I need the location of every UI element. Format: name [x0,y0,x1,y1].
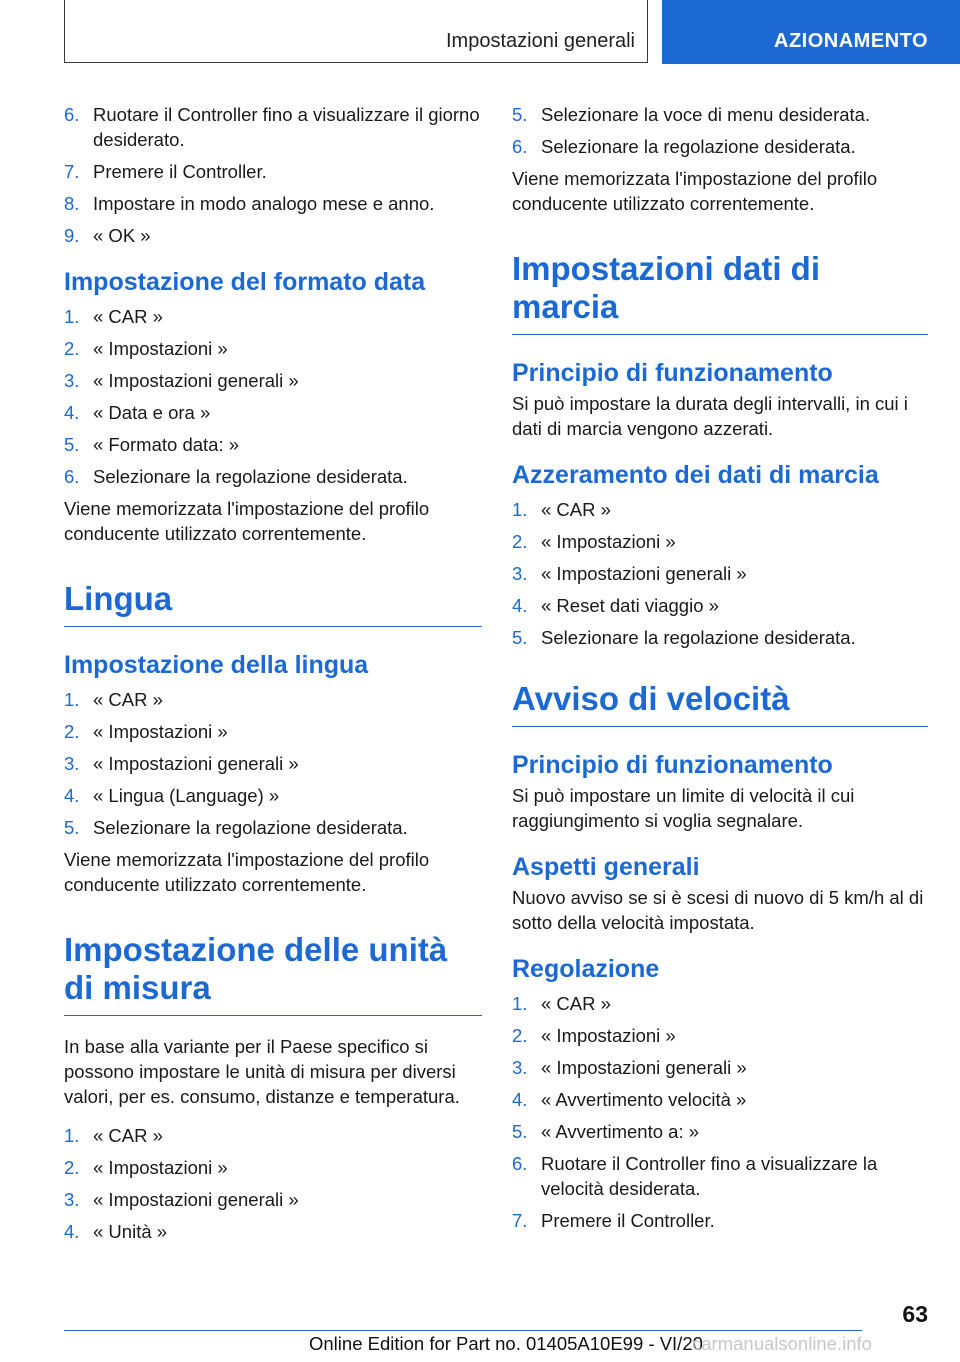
footer-watermark: carmanualsonline.info [692,1333,872,1354]
list-item-number: 2. [512,1025,528,1046]
formato-data-note: Viene memorizzata l'impostazione del profilo conducente utilizzato correntemente. [64,498,430,544]
list-item-number: 4. [512,1089,528,1110]
footer-edition: Online Edition for Part no. 01405A10E99 - VI/20 [309,1333,703,1354]
formato-data-steps [64,304,482,489]
marcia-principio-text: Si può impostare la durata degli intervalli, in cui i dati di marcia vengono azzerati. [512,393,908,439]
list-item-number: 5. [64,434,80,455]
list-item-text: « CAR » [541,993,611,1014]
lingua-steps [64,687,482,840]
list-item [512,593,928,618]
list-item-number: 5. [512,104,528,125]
list-item [512,529,928,554]
list-item-number: 8. [64,193,80,214]
list-item-number: 3. [64,1189,80,1210]
velocita-steps [512,991,928,1233]
list-item [512,1055,928,1080]
list-item-text: Selezionare la regolazione desiderata. [93,817,408,838]
list-item-number: 1. [64,1125,80,1146]
list-item-text: « OK » [93,225,151,246]
list-item-text: « Avvertimento velocità » [541,1089,747,1110]
list-item-text: « Impostazioni generali » [93,753,299,774]
list-item-number: 4. [512,595,528,616]
list-item [512,625,928,650]
list-item-text: « Unità » [93,1221,168,1242]
list-item [64,751,482,776]
velocita-aspetti-heading: Aspetti generali [512,853,700,881]
list-item-number: 5. [512,1121,528,1142]
list-item [512,1119,928,1144]
list-item [64,191,482,216]
marcia-steps [512,497,928,650]
list-item-text: « Impostazioni » [541,531,676,552]
header-section-box [64,0,648,63]
list-item-text: « Impostazioni generali » [93,1189,299,1210]
list-item [512,991,928,1016]
list-item [64,223,482,248]
list-item-number: 1. [512,993,528,1014]
list-item-text: « Lingua (Language) » [93,785,280,806]
list-item [512,1087,928,1112]
list-item-text: « Reset dati viaggio » [541,595,719,616]
list-item-number: 1. [64,689,80,710]
list-item-number: 3. [512,563,528,584]
list-item-text: « Impostazioni » [93,1157,228,1178]
list-item-number: 5. [64,817,80,838]
list-item [64,336,482,361]
list-item-number: 6. [512,1153,528,1174]
list-item [512,561,928,586]
list-item-text: Selezionare la regolazione desiderata. [541,136,856,157]
list-item [64,1123,482,1148]
list-item [64,368,482,393]
list-item-number: 6. [512,136,528,157]
list-item [64,1219,482,1244]
list-item [64,400,482,425]
list-item-text: « Formato data: » [93,434,240,455]
footer-divider [64,1330,862,1331]
list-item [64,304,482,329]
list-item [512,1208,928,1233]
list-item-number: 7. [512,1210,528,1231]
list-item-number: 3. [64,753,80,774]
list-item-number: 9. [64,225,80,246]
list-item-text: « Impostazioni generali » [541,1057,747,1078]
list-item-text: Premere il Controller. [541,1210,715,1231]
header-chapter-title: AZIONAMENTO [774,30,929,52]
list-item [64,687,482,712]
list-item-number: 4. [64,402,80,423]
list-item [512,1023,928,1048]
list-item-number: 4. [64,1221,80,1242]
velocita-regolazione-heading: Regolazione [512,955,660,983]
list-item-text: « CAR » [93,1125,163,1146]
list-item-number: 1. [512,499,528,520]
list-item-text: « Data e ora » [93,402,211,423]
list-item-number: 3. [512,1057,528,1078]
list-item-number: 2. [64,721,80,742]
list-item [64,432,482,457]
list-item-text: Selezionare la regolazione desiderata. [541,627,856,648]
list-item-number: 4. [64,785,80,806]
list-item-text: « CAR » [93,306,163,327]
header-chapter-tab [662,0,960,64]
lingua-note: Viene memorizzata l'impostazione del profilo conducente utilizzato correntemente. [64,849,430,895]
right-column [512,102,928,1240]
list-item-text: Selezionare la voce di menu desiderata. [541,104,871,125]
list-item-number: 2. [512,531,528,552]
right-top-list [512,102,928,159]
unita-steps [64,1123,482,1244]
list-item [64,815,482,840]
list-item [512,1151,928,1201]
list-item-number: 5. [512,627,528,648]
list-item [64,464,482,489]
list-item-text: Ruotare il Controller fino a visualizzare il giorno desiderato. [93,104,480,150]
list-item-number: 1. [64,306,80,327]
velocita-principio-heading: Principio di funzionamento [512,751,833,779]
list-item [64,159,482,184]
list-item-text: « Impostazioni » [93,338,228,359]
list-item-text: « CAR » [93,689,163,710]
list-item-number: 7. [64,161,80,182]
list-item [64,1187,482,1212]
unita-heading: Impostazione delle unità di misura [64,931,482,1016]
left-top-list [64,102,482,248]
marcia-azzeramento-heading: Azzeramento dei dati di marcia [512,461,879,489]
marcia-principio-heading: Principio di funzionamento [512,359,833,387]
list-item [64,1155,482,1180]
lingua-heading: Lingua [64,580,482,627]
right-top-note: Viene memorizzata l'impostazione del profilo conducente utilizzato correntemente. [512,168,878,214]
list-item-text: « CAR » [541,499,611,520]
lingua-subheading: Impostazione della lingua [64,651,369,679]
list-item-text: « Impostazioni » [93,721,228,742]
list-item-text: Selezionare la regolazione desiderata. [93,466,408,487]
marcia-heading: Impostazioni dati di marcia [512,250,928,335]
list-item-text: « Avvertimento a: » [541,1121,700,1142]
list-item-number: 6. [64,104,80,125]
list-item [512,134,928,159]
list-item-text: « Impostazioni » [541,1025,676,1046]
list-item-text: Premere il Controller. [93,161,267,182]
list-item-text: « Impostazioni generali » [93,370,299,391]
header-section-title: Impostazioni generali [446,30,635,52]
list-item [512,102,928,127]
list-item-number: 3. [64,370,80,391]
list-item-number: 6. [64,466,80,487]
page-number: 63 [902,1301,928,1327]
velocita-heading: Avviso di velocità [512,680,928,727]
list-item [64,783,482,808]
list-item-text: Ruotare il Controller fino a visualizzare la velocità desiderata. [541,1153,878,1199]
unita-intro: In base alla variante per il Paese specifico si possono impostare le unità di misura per diversi valori, per es. consumo, distanze e temperatura. [64,1036,460,1107]
left-column [64,102,482,1251]
formato-data-heading: Impostazione del formato data [64,268,426,296]
list-item [64,719,482,744]
list-item-number: 2. [64,338,80,359]
list-item [512,497,928,522]
list-item [64,102,482,152]
list-item-number: 2. [64,1157,80,1178]
list-item-text: « Impostazioni generali » [541,563,747,584]
list-item-text: Impostare in modo analogo mese e anno. [93,193,435,214]
velocita-aspetti-text: Nuovo avviso se si è scesi di nuovo di 5 km/h al di sotto della velocità impostata. [512,887,924,933]
velocita-principio-text: Si può impostare un limite di velocità il cui raggiungimento si voglia segnalare. [512,785,855,831]
